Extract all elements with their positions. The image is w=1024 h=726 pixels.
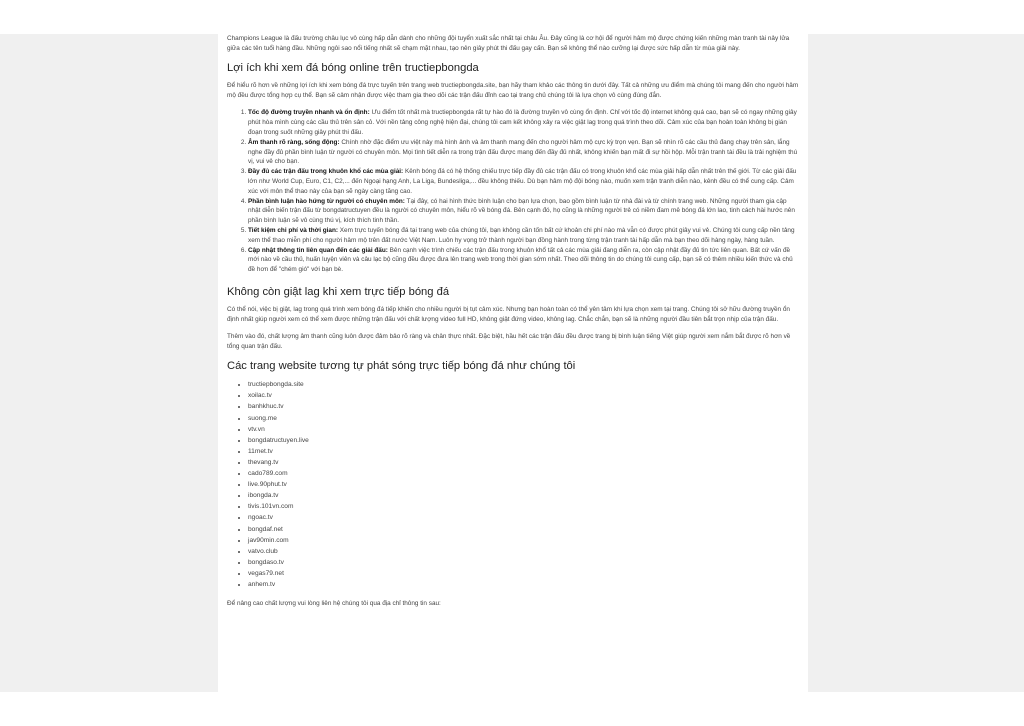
contact-paragraph: Để nâng cao chất lượng vui lòng liên hệ chúng tôi qua địa chỉ thông tin sau: [227,600,441,608]
item-text: Bên cạnh việc trình chiếu các trận đấu trong khuôn khổ tất cả các mùa giải đang diễn ra, còn cập nhật đầy đủ tin tức liên quan. Bất cứ vấn đề mới nào về cầu thủ, huấn luyện viên và câu lạc bộ cũng đều được đưa lên trang web trong thời gian sớm nhất. Theo dõi thông tin do chúng tôi cung cấp, bạn sẽ có thêm nhiều kiến thức và chủ đề hơn để "chém gió" với bạn bè. [248,246,793,274]
list-item [248,138,799,167]
item-title: Đầy đủ các trận đấu trong khuôn khổ các mùa giải: [248,168,404,176]
item-text: Chính nhờ đặc điểm ưu việt này mà hình ảnh và âm thanh mang đến cho người hâm mộ cực kỳ trọn vẹn. Bạn sẽ nhìn rõ các cầu thủ đang chạy trên sân, lắng nghe đầy đủ phần bình luận từ người có chuyên môn. Mọi tình tiết diễn ra trong trận đấu được mang đến đầy đủ nhất, không khiến bạn mất đi sự hồi hộp. Mỗi trận tranh tài đều là trải nghiệm thú vị, vui vẻ cho bạn. [248,138,798,166]
list-item [248,226,799,246]
site-link[interactable]: • bongdatructuyen.live [248,435,799,446]
site-link[interactable]: • suong.me [248,413,799,424]
article-content [227,34,799,617]
item-text: Kênh bóng đá có hệ thống chiếu trực tiếp đầy đủ các trận đấu có trong khuôn khổ các mùa giải hấp dẫn nhất trên thế giới. Từ các giải đấu lớn như World Cup, Euro, C1, C2,... đến Ngoại hạng Anh, La Liga, Bundesliga,... đều không thiếu. Dù bạn hâm mộ đội bóng nào, muốn xem trận tranh diễn nào, kênh đều có thể cung cấp. Cảm xúc với môn thể thao này của bạn sẽ ngày càng tăng cao. [248,168,797,195]
site-link[interactable]: • jav90min.com [248,535,799,546]
list-item [248,167,799,196]
site-link[interactable]: • live.90phut.tv [248,479,799,490]
item-text: Tại đây, có hai hình thức bình luận cho bạn lựa chọn, bao gồm bình luận từ nhà đài và từ chính trang web. Những người tham gia cập nhật diễn biến trận đấu từ bongdatructuyen đều là người có chuyên môn, hiểu rõ về bóng đá. Bên cạnh đó, họ cũng là những người trẻ có niềm đam mê bóng đá lớn lao, tinh cách hài hước nên phần bình luận sẽ vô cùng thú vị, kích thích tinh thần. [248,197,795,225]
item-title: Phần bình luận hào hứng từ người có chuyên môn: [248,197,405,205]
item-title: Âm thanh rõ ràng, sống động: [248,138,340,146]
site-link[interactable]: • vtv.vn [248,424,799,435]
item-text: Xem trực tuyến bóng đá tại trang web của chúng tôi, bạn không cần tốn bất cứ khoản chi phí nào mà vẫn có được phút giây vui vẻ. Chúng tôi cung cấp nền tảng xem thể thao miễn phí cho người hâm mộ trên đất nước Việt Nam. Luôn hy vọng trở thành người bạn đồng hành trong từng trận tranh tài hấp dẫn mà bạn theo dõi hàng ngày, hàng tuần. [248,226,795,244]
intro-paragraph: Champions League là đấu trường châu lục vô cùng hấp dẫn dành cho những đội tuyển xuất sắc nhất tại châu Âu. Đây cũng là cơ hội để người hâm mộ được chứng kiến những màn tranh tài nảy lửa giữa các tên tuổi hàng đầu. Những ngôi sao nổi tiếng nhất sẽ chạm mặt nhau, tạo nên giây phút thi đấu gay cấn. Bạn sẽ không thể nào cưỡng lại được sức hấp dẫn từ mùa giải này. [227,35,790,52]
section-heading-benefits: Lợi ích khi xem đá bóng online trên tructiepbongda [227,62,479,75]
site-link[interactable]: • bongdaf.net [248,524,799,535]
site-link[interactable]: • 11met.tv [248,446,799,457]
site-link[interactable]: • cado789.com [248,468,799,479]
list-item [248,197,799,226]
site-link[interactable]: • ibongda.tv [248,490,799,501]
no-lag-paragraph: Thêm vào đó, chất lượng âm thanh cũng luôn được đảm bảo rõ ràng và chân thực nhất. Đặc biệt, hầu hết các trận đấu đều được trang bị bình luận tiếng Việt giúp người xem nắm bắt được rõ hơn về tổng quan trận đấu. [227,333,791,350]
site-link[interactable]: • tivis.101vn.com [248,501,799,512]
item-text: Ưu điểm tốt nhất mà tructiepbongda rất tự hào đó là đường truyền vô cùng ổn định. Chỉ với tốc độ internet không quá cao, bạn sẽ có ngay những giây phút hòa mình cùng các cầu thủ trên sân cỏ. Với nền tảng công nghệ hiện đại, chúng tôi cam kết không xảy ra việc giật lag trong quá trình theo dõi. Cảm xúc của bạn hoàn toàn không bị gián đoạn trong suốt những giây phút thi đấu. [248,109,797,136]
site-link[interactable]: • xoilac.tv [248,390,799,401]
site-link[interactable]: • vatvo.club [248,546,799,557]
site-link[interactable]: • anhem.tv [248,579,799,590]
article-page [218,34,808,692]
item-title: Tốc độ đường truyền nhanh và ổn định: [248,109,370,117]
no-lag-paragraph: Có thể nói, việc bị giật, lag trong quá trình xem bóng đá tiếp khiến cho nhiều người bị tụt cảm xúc. Nhưng bạn hoàn toàn có thể yên tâm khi lựa chọn xem tại trang. Chúng tôi sở hữu đường truyền ổn định nhất giúp người xem có thể xem được những trận đấu với chất lượng video full HD, không giật đứng video, không lag. Chắc chắn, bạn sẽ là những người đầu tiên bắt trọn nhịp của trận đấu. [227,305,790,323]
list-item [248,108,799,137]
site-link[interactable]: • thevang.tv [248,457,799,468]
site-link[interactable]: • vegas79.net [248,568,799,579]
benefits-list [227,108,799,275]
similar-sites-list [227,379,799,590]
section-heading-similar-sites: Các trang website tương tự phát sóng trực tiếp bóng đá như chúng tôi [227,360,576,373]
section-heading-no-lag: Không còn giật lag khi xem trực tiếp bóng đá [227,285,450,298]
item-title: Tiết kiệm chi phí và thời gian: [248,226,339,234]
benefits-paragraph: Để hiểu rõ hơn về những lợi ích khi xem bóng đá trực tuyến trên trang web tructiepbongda.site, bạn hãy tham khảo các thông tin dưới đây. Tất cả những ưu điểm mà chúng tôi mang đến cho người hâm mộ đều được tổng hợp cụ thể. Bạn sẽ cảm nhận được việc tham gia theo dõi các trận đấu đỉnh cao tại trang chủ chúng tôi là lựa chọn vô cùng đúng đắn. [227,82,799,99]
item-title: Cập nhật thông tin liên quan đến các giải đấu: [248,246,388,254]
site-link[interactable]: • ngoac.tv [248,512,799,523]
site-link[interactable]: • bongdaso.tv [248,557,799,568]
site-link[interactable]: • tructiepbongda.site [248,379,799,390]
site-link[interactable]: • banhkhuc.tv [248,401,799,412]
list-item [248,246,799,275]
